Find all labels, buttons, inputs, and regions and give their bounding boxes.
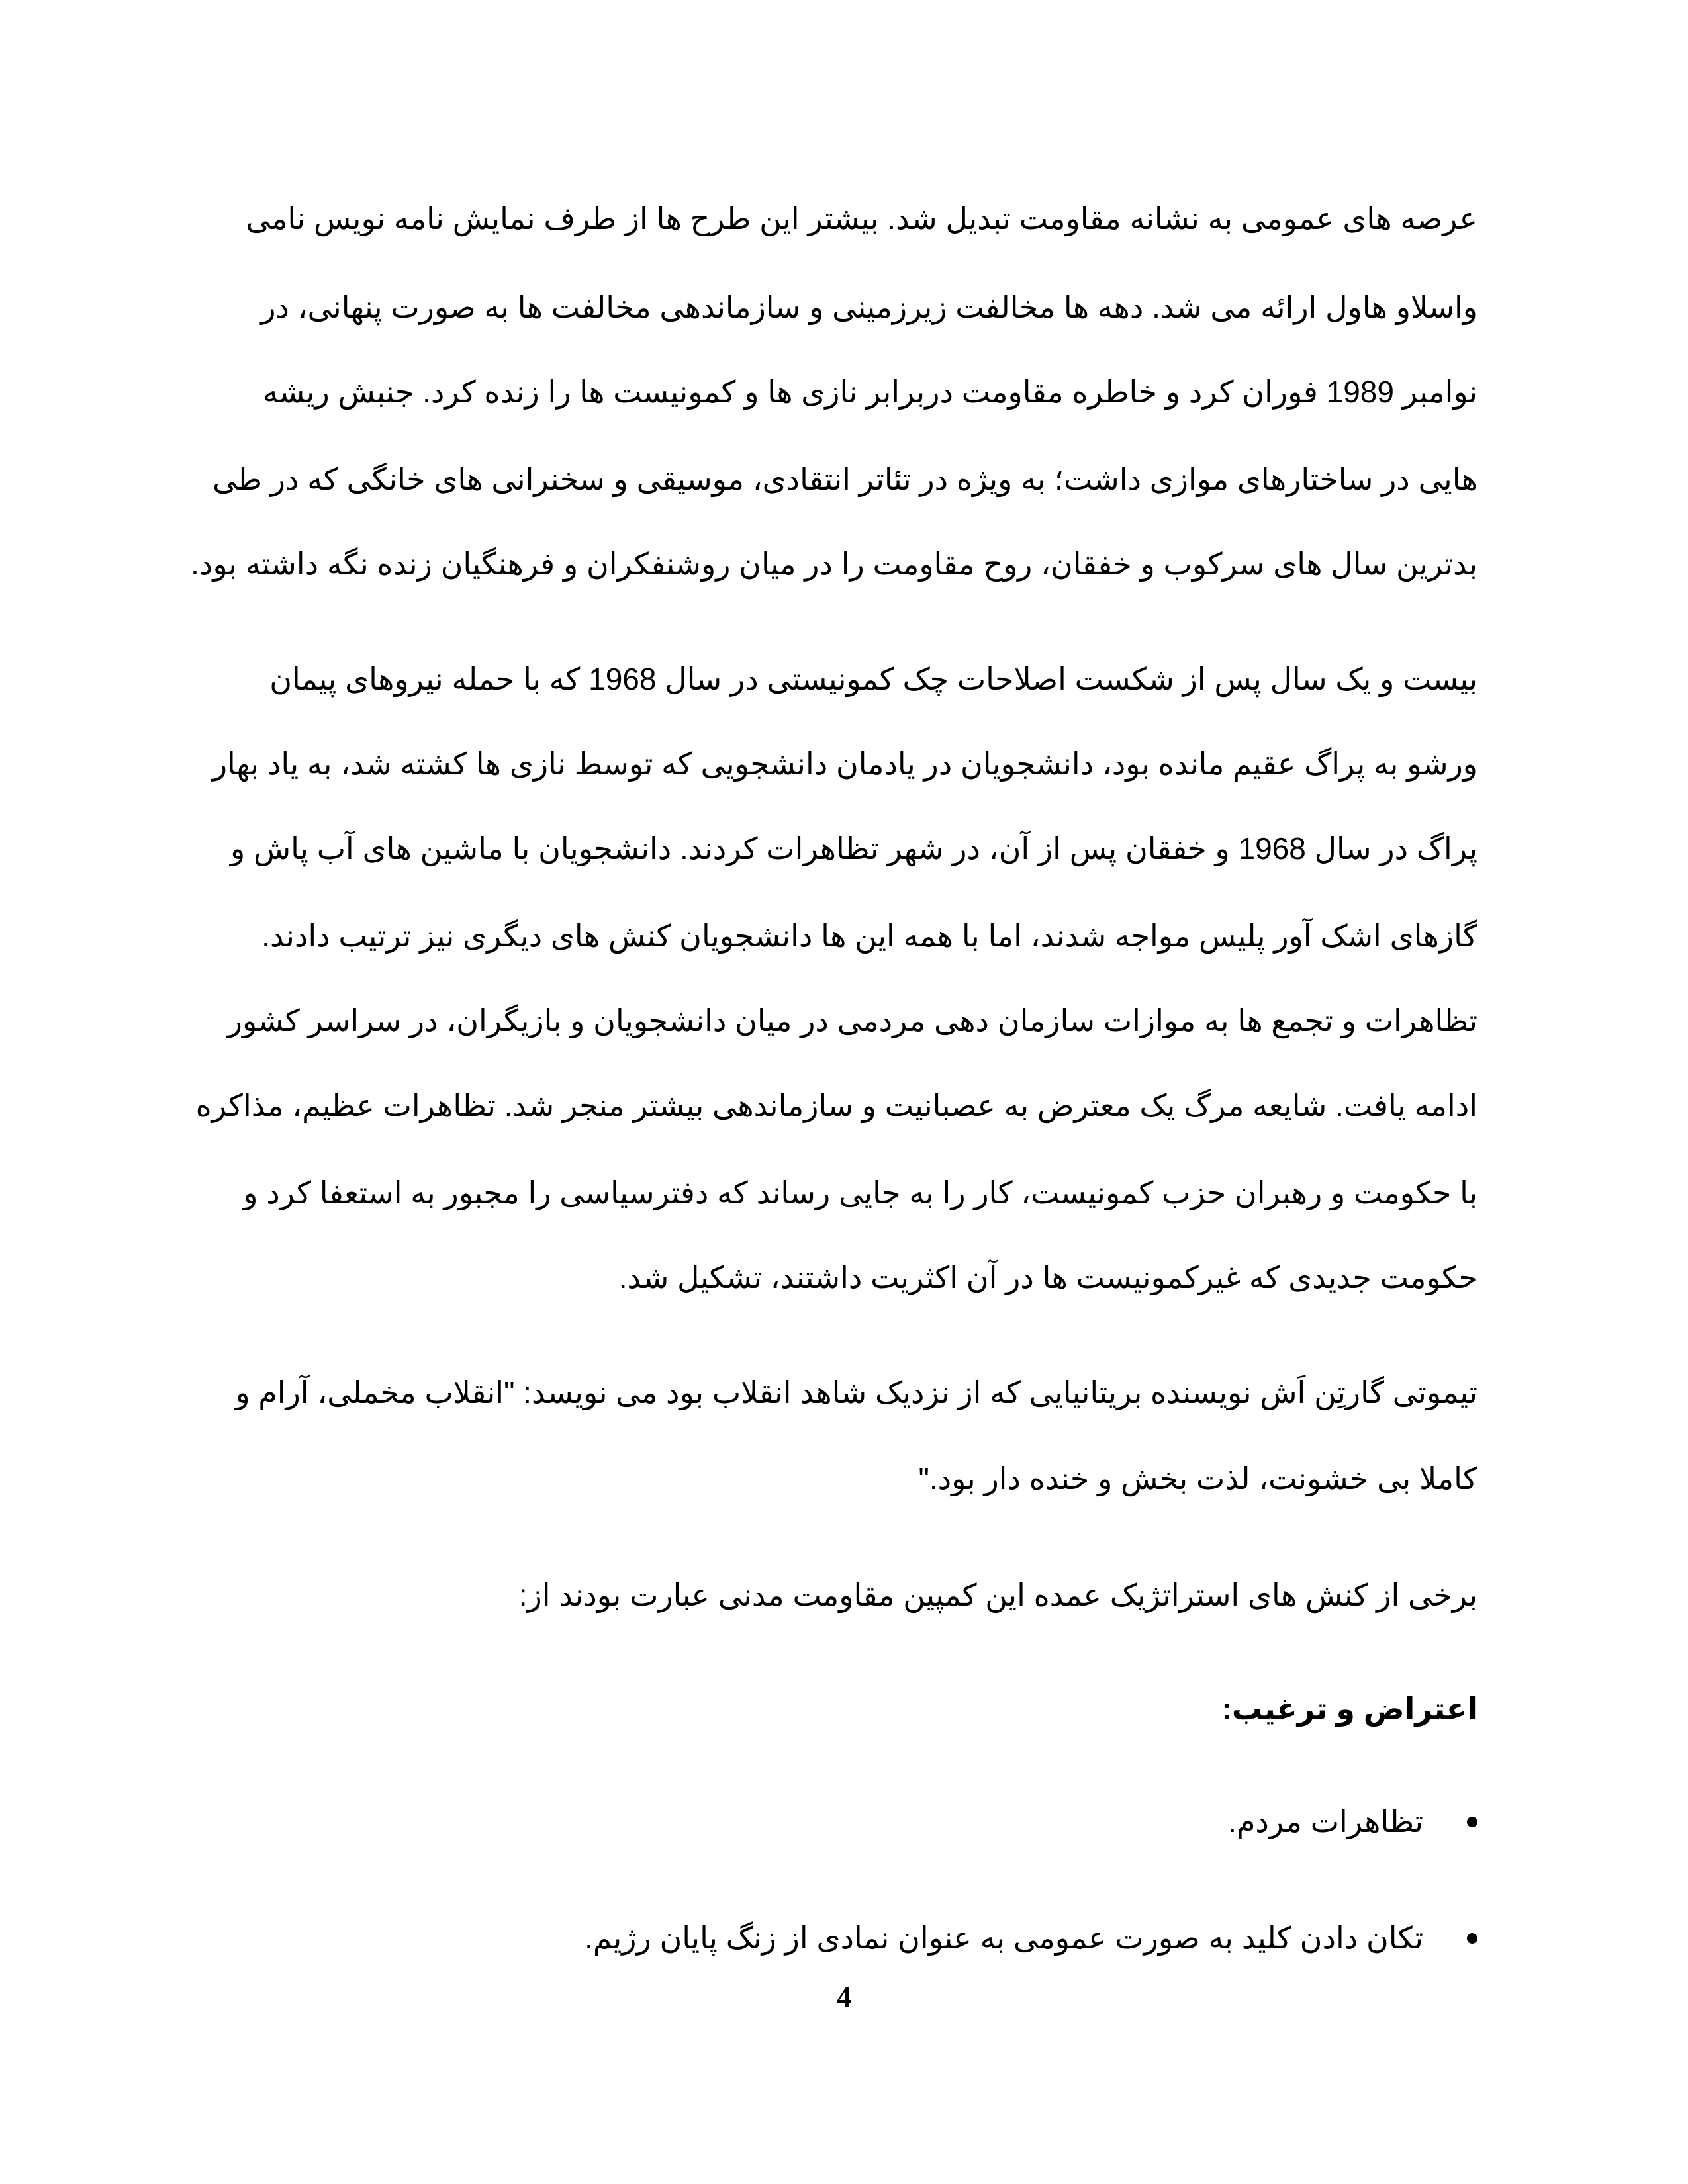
section-heading: اعتراض و ترغیب: <box>1221 1692 1477 1726</box>
bullet-item-2: تکان دادن کلید به صورت عمومی به عنوان نمادی از زنگ پایان رژیم. <box>585 1921 1423 1955</box>
paragraph-2-line-8: حکومت جدیدی که غیرکمونیست ها در آن اکثریت داشتند، تشکیل شد. <box>618 1260 1477 1295</box>
paragraph-3-line-2: کاملا بی خشونت، لذت بخش و خنده دار بود." <box>918 1461 1477 1496</box>
paragraph-3-line-1: تیموتی گارتِن اَش نویسنده بریتانیایی که از نزدیک شاهد انقلاب بود می نویسد: "انقلاب مخملی، آرام و <box>235 1375 1477 1410</box>
paragraph-1-line-5: بدترین سال های سرکوب و خفقان، روح مقاومت را در میان روشنفکران و فرهنگیان زنده نگه داشته بود. <box>191 547 1477 581</box>
bullet-dot-2 <box>1467 1933 1477 1944</box>
paragraph-4-line-1: برخی از کنش های استراتژیک عمده این کمپین مقاومت مدنی عبارت بودند از: <box>518 1578 1477 1612</box>
paragraph-2-line-2: ورشو به پراگ عقیم مانده بود، دانشجویان در یادمان دانشجویی که توسط نازی ها کشته شد، به یاد بهار <box>212 747 1477 781</box>
paragraph-1-line-3: نوامبر 1989 فوران کرد و خاطره مقاومت دربرابر نازی ها و کمونیست ها را زنده کرد. جنبش ریشه <box>262 375 1477 409</box>
paragraph-1-line-1: عرصه های عمومی به نشانه مقاومت تبدیل شد. بیشتر این طرح ها از طرف نمایش نامه نویس نامی <box>246 201 1477 236</box>
paragraph-2-line-6: ادامه یافت. شایعه مرگ یک معترض به عصبانیت و سازماندهی بیشتر منجر شد. تظاهرات عظیم، مذاکره <box>195 1088 1477 1122</box>
paragraph-2-line-7: با حکومت و رهبران حزب کمونیست، کار را به جایی رساند که دفترسیاسی را مجبور به استعفا کرد و <box>243 1175 1477 1210</box>
paragraph-2-line-3: پراگ در سال 1968 و خفقان پس از آن، در شهر تظاهرات کردند. دانشجویان با ماشین های آب پاش و <box>230 831 1477 866</box>
paragraph-1-line-2: واسلاو هاول ارائه می شد. دهه ها مخالفت زیرزمینی و سازماندهی مخالفت ها به صورت پنهانی، در <box>261 290 1477 324</box>
paragraph-1-line-4: هایی در ساختارهای موازی داشت؛ به ویژه در تئاتر انتقادی، موسیقی و سخنرانی های خانگی که در طی <box>212 462 1477 496</box>
paragraph-2-line-4: گازهای اشک آور پلیس مواجه شدند، اما با همه این ها دانشجویان کنش های دیگری نیز ترتیب دادند. <box>261 919 1477 953</box>
page-number: 4 <box>837 1981 851 2013</box>
bullet-dot-1 <box>1467 1817 1477 1827</box>
paragraph-2-line-5: تظاهرات و تجمع ها به موازات سازمان دهی مردمی در میان دانشجویان و بازیگران، در سراسر کشور <box>227 1003 1477 1038</box>
bullet-item-1: تظاهرات مردم. <box>1228 1804 1423 1839</box>
paragraph-2-line-1: بیست و یک سال پس از شکست اصلاحات چک کمونیستی در سال 1968 که با حمله نیروهای پیمان <box>269 662 1477 696</box>
